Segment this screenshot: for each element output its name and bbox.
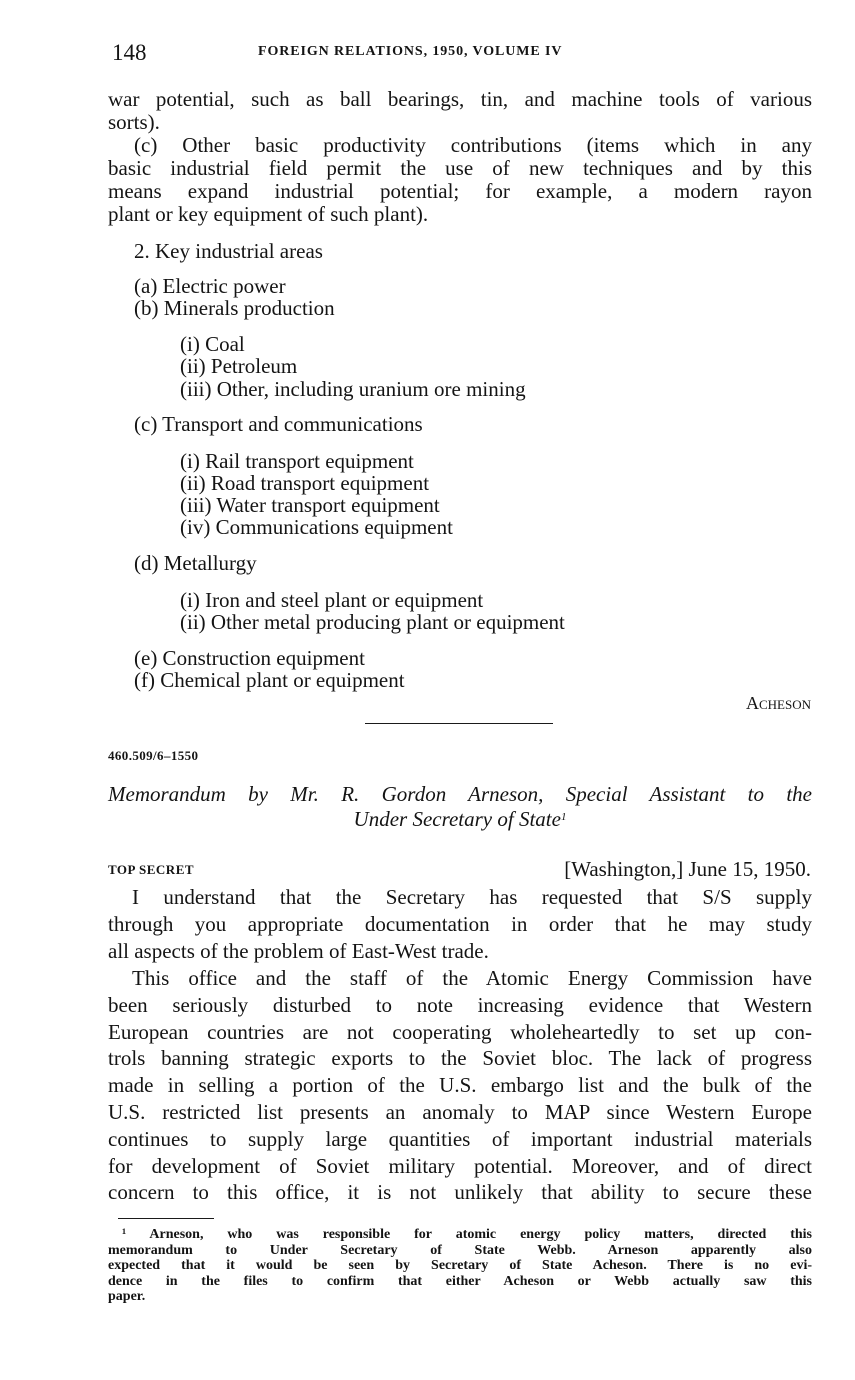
classification: TOP SECRET	[108, 862, 195, 877]
list-item: (e) Construction equipment	[134, 646, 365, 670]
paragraph-c	[108, 134, 812, 226]
memo-title-line-1: Memorandum by Mr. R. Gordon Arneson, Special Assistant to the	[108, 782, 812, 806]
text-line: made in selling a portion of the U.S. embargo list and the bulk of the	[108, 1073, 812, 1098]
text-line: war potential, such as ball bearings, tin, and machine tools of various	[108, 87, 812, 111]
dateline: [Washington,] June 15, 1950.	[564, 857, 811, 881]
text-line: This office and the staff of the Atomic Energy Commission have	[132, 966, 812, 990]
list-item: (b) Minerals production	[134, 296, 335, 320]
memo-title	[108, 782, 812, 832]
footnote-divider	[118, 1218, 214, 1219]
footnote-line: ¹ Arneson, who was responsible for atomic energy policy matters, directed this	[122, 1227, 812, 1242]
memo-title-line-2-text: Under Secretary of State	[353, 807, 561, 831]
footnote	[108, 1227, 812, 1305]
footnote-marker: 1	[560, 811, 567, 823]
text-line: European countries are not cooperating wholeheartedly to set up con-	[108, 1019, 812, 1044]
continuation-paragraph	[108, 88, 812, 134]
page-number: 148	[112, 40, 147, 65]
text-line: all aspects of the problem of East-West trade.	[108, 938, 489, 963]
text-line: concern to this office, it is not unlikely that ability to secure these	[108, 1180, 812, 1205]
list-item: (i) Coal	[180, 332, 245, 356]
list-item: (i) Iron and steel plant or equipment	[180, 588, 484, 612]
text-line: continues to supply large quantities of important industrial materials	[108, 1126, 812, 1151]
footnote-line: expected that it would be seen by Secretary of State Acheson. There is no evi-	[108, 1258, 812, 1273]
list-item: (ii) Road transport equipment	[180, 471, 430, 495]
list-item: (ii) Other metal producing plant or equipment	[180, 610, 565, 634]
list-item: (iv) Communications equipment	[180, 515, 453, 539]
running-title: FOREIGN RELATIONS, 1950, VOLUME IV	[258, 44, 563, 59]
text-line: plant or key equipment of such plant).	[108, 202, 429, 226]
list-item: (i) Rail transport equipment	[180, 449, 414, 473]
list-item: (a) Electric power	[134, 274, 286, 298]
list-item: (iii) Other, including uranium ore mining	[180, 377, 526, 401]
body-paragraph-1	[108, 884, 812, 964]
list-item: (ii) Petroleum	[180, 354, 298, 378]
text-line: through you appropriate documentation in order that he may study	[108, 911, 812, 936]
memo-title-line-2	[108, 807, 812, 832]
list-item: (c) Transport and communications	[134, 412, 423, 436]
text-line: been seriously disturbed to note increasing evidence that Western	[108, 992, 812, 1017]
section-divider	[365, 723, 553, 724]
footnote-line: paper.	[108, 1289, 146, 1304]
list-item: (f) Chemical plant or equipment	[134, 668, 405, 692]
footnote-line: dence in the files to confirm that either Acheson or Webb actually saw this	[108, 1273, 812, 1289]
text-line: means expand industrial potential; for example, a modern rayon	[108, 179, 812, 203]
document-number: 460.509/6–1550	[108, 748, 199, 763]
text-line: I understand that the Secretary has requested that S/S supply	[132, 885, 812, 909]
footnote-line: memorandum to Under Secretary of State Webb. Arneson apparently also	[108, 1242, 812, 1258]
body-paragraph-2	[108, 965, 812, 1206]
text-line: (c) Other basic productivity contributions (items which in any	[134, 133, 812, 157]
list-item: (d) Metallurgy	[134, 551, 257, 575]
text-line: sorts).	[108, 110, 160, 134]
signature: Acheson	[745, 693, 811, 713]
list-item: (iii) Water transport equipment	[180, 493, 440, 517]
text-line: basic industrial field permit the use of new techniques and by this	[108, 156, 812, 180]
list-heading: 2. Key industrial areas	[134, 239, 323, 263]
text-line: for development of Soviet military potential. Moreover, and of direct	[108, 1153, 812, 1178]
text-line: trols banning strategic exports to the Soviet bloc. The lack of progress	[108, 1046, 812, 1071]
text-line: U.S. restricted list presents an anomaly to MAP since Western Europe	[108, 1099, 812, 1124]
